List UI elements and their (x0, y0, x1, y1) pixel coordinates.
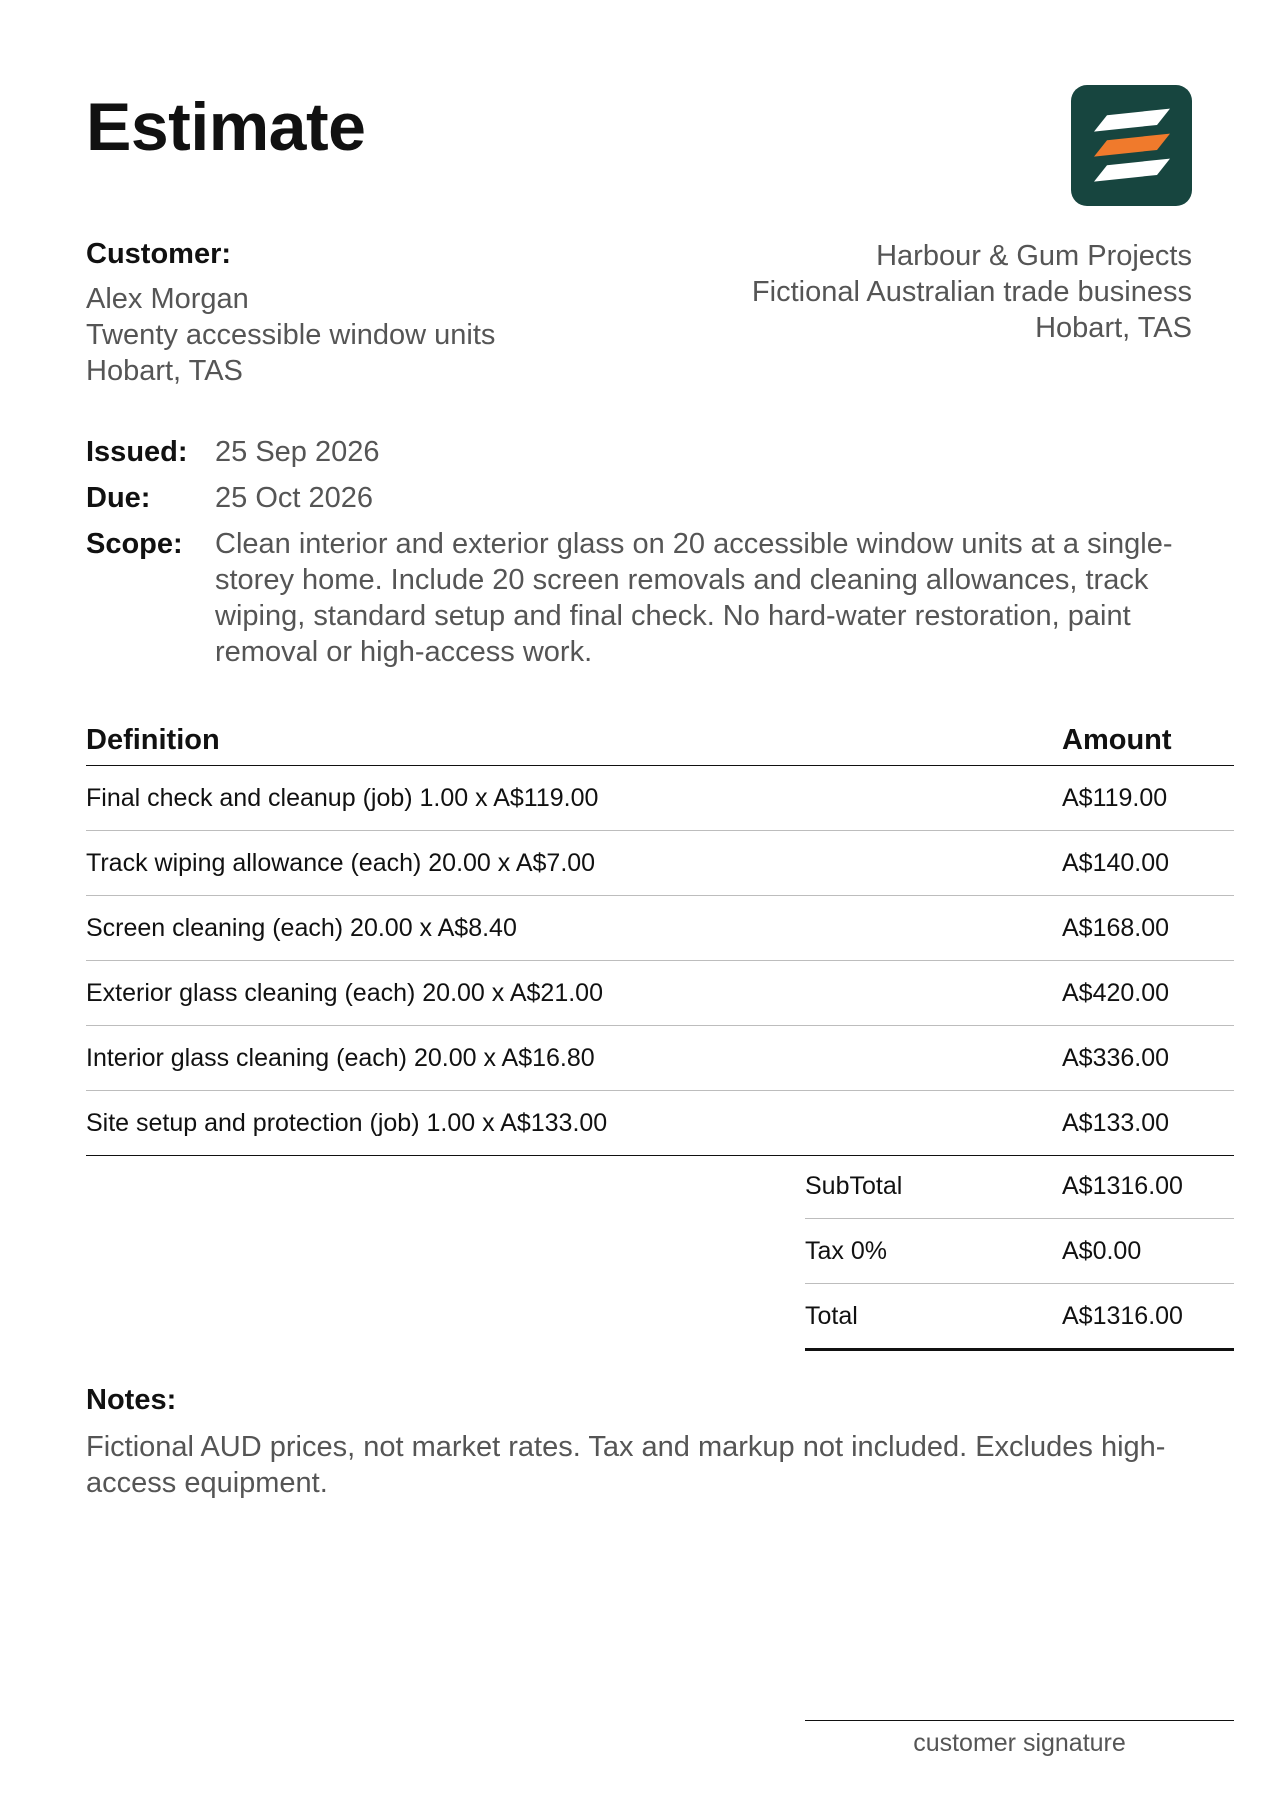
notes-label: Notes: (86, 1384, 177, 1416)
totals-table (805, 1154, 1234, 1351)
customer-description: Twenty accessible window units (86, 319, 496, 351)
company-description: Fictional Australian trade business (751, 276, 1192, 308)
table-row (86, 896, 1234, 961)
subtotal-label: SubTotal (805, 1154, 1062, 1219)
total-label: Total (805, 1284, 1062, 1350)
total-value: A$1316.00 (1062, 1284, 1234, 1350)
total-row (805, 1284, 1234, 1350)
subtotal-row (805, 1154, 1234, 1219)
scope-text: Clean interior and exterior glass on 20 accessible window units at a single-storey home. Include 20 screen removals and cleaning allowances, track wiping, standard setup and final check. No hard-water restoration, paint removal or high-access work. (215, 528, 1173, 668)
item-definition: Exterior glass cleaning (each) 20.00 x A$21.00 (86, 961, 1062, 1026)
estimate-meta (86, 434, 1236, 680)
due-date: 25 Oct 2026 (215, 482, 373, 514)
definition-header: Definition (86, 720, 1062, 766)
document-title: Estimate (86, 89, 366, 165)
issued-row (86, 434, 1236, 470)
scope-row (86, 526, 1236, 670)
item-amount: A$140.00 (1062, 831, 1234, 896)
item-definition: Screen cleaning (each) 20.00 x A$8.40 (86, 896, 1062, 961)
item-amount: A$133.00 (1062, 1091, 1234, 1156)
customer-block (86, 238, 495, 389)
table-row (86, 1026, 1234, 1091)
company-name: Harbour & Gum Projects (876, 240, 1192, 272)
due-row (86, 480, 1236, 516)
signature-label: customer signature (913, 1729, 1126, 1757)
stacked-layers-logo-icon (1071, 85, 1192, 206)
item-definition: Final check and cleanup (job) 1.00 x A$119.00 (86, 766, 1062, 831)
customer-location: Hobart, TAS (86, 355, 243, 387)
customer-label: Customer: (86, 238, 232, 270)
table-row (86, 1091, 1234, 1156)
table-row (86, 766, 1234, 831)
amount-header: Amount (1062, 720, 1234, 766)
item-definition: Track wiping allowance (each) 20.00 x A$7.00 (86, 831, 1062, 896)
notes-text: Fictional AUD prices, not market rates. Tax and markup not included. Excludes high-access equipment. (86, 1431, 1166, 1499)
due-label: Due: (86, 482, 151, 514)
item-amount: A$336.00 (1062, 1026, 1234, 1091)
tax-label: Tax 0% (805, 1219, 1062, 1284)
issued-date: 25 Sep 2026 (215, 436, 380, 468)
issued-label: Issued: (86, 436, 188, 468)
line-items-table (86, 720, 1234, 1156)
company-location: Hobart, TAS (1035, 312, 1192, 344)
table-header-row (86, 720, 1234, 766)
tax-row (805, 1219, 1234, 1284)
table-row (86, 831, 1234, 896)
signature-line (805, 1720, 1234, 1758)
item-definition: Interior glass cleaning (each) 20.00 x A$16.80 (86, 1026, 1062, 1091)
tax-value: A$0.00 (1062, 1219, 1234, 1284)
item-amount: A$119.00 (1062, 766, 1234, 831)
scope-label: Scope: (86, 528, 183, 560)
item-amount: A$168.00 (1062, 896, 1234, 961)
subtotal-value: A$1316.00 (1062, 1154, 1234, 1219)
customer-name: Alex Morgan (86, 283, 249, 315)
item-amount: A$420.00 (1062, 961, 1234, 1026)
company-block (752, 238, 1192, 346)
item-definition: Site setup and protection (job) 1.00 x A$133.00 (86, 1091, 1062, 1156)
table-row (86, 961, 1234, 1026)
notes-block (86, 1384, 1236, 1501)
